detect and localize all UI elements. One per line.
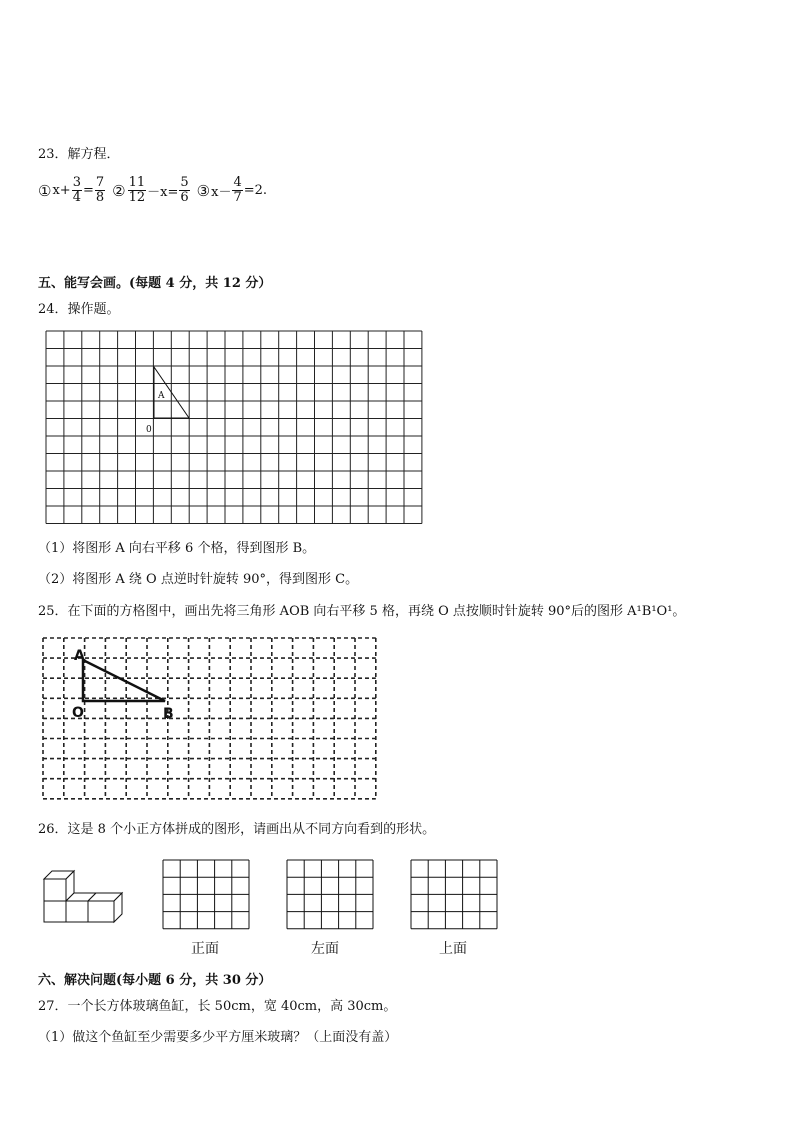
frac-denominator: 7 <box>233 190 242 205</box>
q25-grid <box>43 638 381 800</box>
section6-heading: 六、解决问题(每小题 6 分，共 30 分） <box>38 973 272 988</box>
eq1-mark: ① <box>38 181 52 200</box>
triangle-aob <box>83 660 165 701</box>
q24-item1: （1）将图形 A 向右平移 6 个格，得到图形 B。 <box>38 541 316 556</box>
q27-item1: （1）做这个鱼缸至少需要多少平方厘米玻璃？（上面没有盖） <box>38 1030 398 1045</box>
view-label-front: 正面 <box>191 941 219 957</box>
eq1-pre: x+ <box>52 183 71 198</box>
section5-heading: 五、能写会画。(每题 4 分，共 12 分） <box>38 276 272 291</box>
eq3-pre: x－ <box>211 185 232 200</box>
eq1-frac2 <box>95 176 105 205</box>
view-grid-front <box>163 860 251 930</box>
point-a-label: A <box>74 648 85 664</box>
frac-denominator: 8 <box>95 190 105 205</box>
q24-grid <box>46 331 424 525</box>
view-grid-top <box>411 860 499 930</box>
frac-numerator: 5 <box>180 175 189 190</box>
eq2-mid: －x= <box>147 185 179 200</box>
frac-denominator: 4 <box>72 190 81 205</box>
q23-title: 23．解方程． <box>38 147 120 162</box>
point-o-label: O <box>72 705 84 721</box>
q27-title: 27．一个长方体玻璃鱼缸，长 50cm，宽 40cm，高 30cm。 <box>38 999 397 1014</box>
point-o-label: 0 <box>146 425 152 435</box>
q26-title: 26．这是 8 个小正方体拼成的图形，请画出从不同方向看到的形状。 <box>38 822 436 837</box>
view-label-top: 上面 <box>439 941 467 957</box>
eq1-equals: = <box>82 183 94 198</box>
eq2-frac1 <box>128 176 147 205</box>
eq3-mark: ③ <box>196 181 211 200</box>
dashed-grid-lines <box>43 638 376 799</box>
eq1-frac1 <box>72 176 82 205</box>
eq2-mark: ② <box>112 181 126 200</box>
q25-title: 25．在下面的方格图中，画出先将三角形 AOB 向右平移 5 格，再绕 O 点按顺时针旋转 90°后的图形 A¹B¹O¹。 <box>38 604 686 619</box>
q24-title: 24．操作题。 <box>38 302 120 317</box>
q23-equations <box>38 176 267 205</box>
frac-numerator: 7 <box>95 175 105 190</box>
cube-figure <box>44 867 124 923</box>
triangle-a-label: A <box>158 391 165 401</box>
point-b-label: B <box>163 706 174 722</box>
view-label-left: 左面 <box>311 941 339 957</box>
frac-numerator: 3 <box>72 175 81 190</box>
eq3-post: =2. <box>243 183 268 198</box>
frac-denominator: 6 <box>180 190 189 205</box>
frac-numerator: 11 <box>128 175 146 190</box>
view-grid-left <box>287 860 375 930</box>
q24-item2: （2）将图形 A 绕 O 点逆时针旋转 90°，得到图形 C。 <box>38 572 359 587</box>
eq2-frac2 <box>179 176 189 205</box>
grid-lines <box>46 331 422 524</box>
frac-denominator: 12 <box>128 190 146 205</box>
frac-numerator: 4 <box>233 175 242 190</box>
eq3-frac1 <box>232 176 242 205</box>
